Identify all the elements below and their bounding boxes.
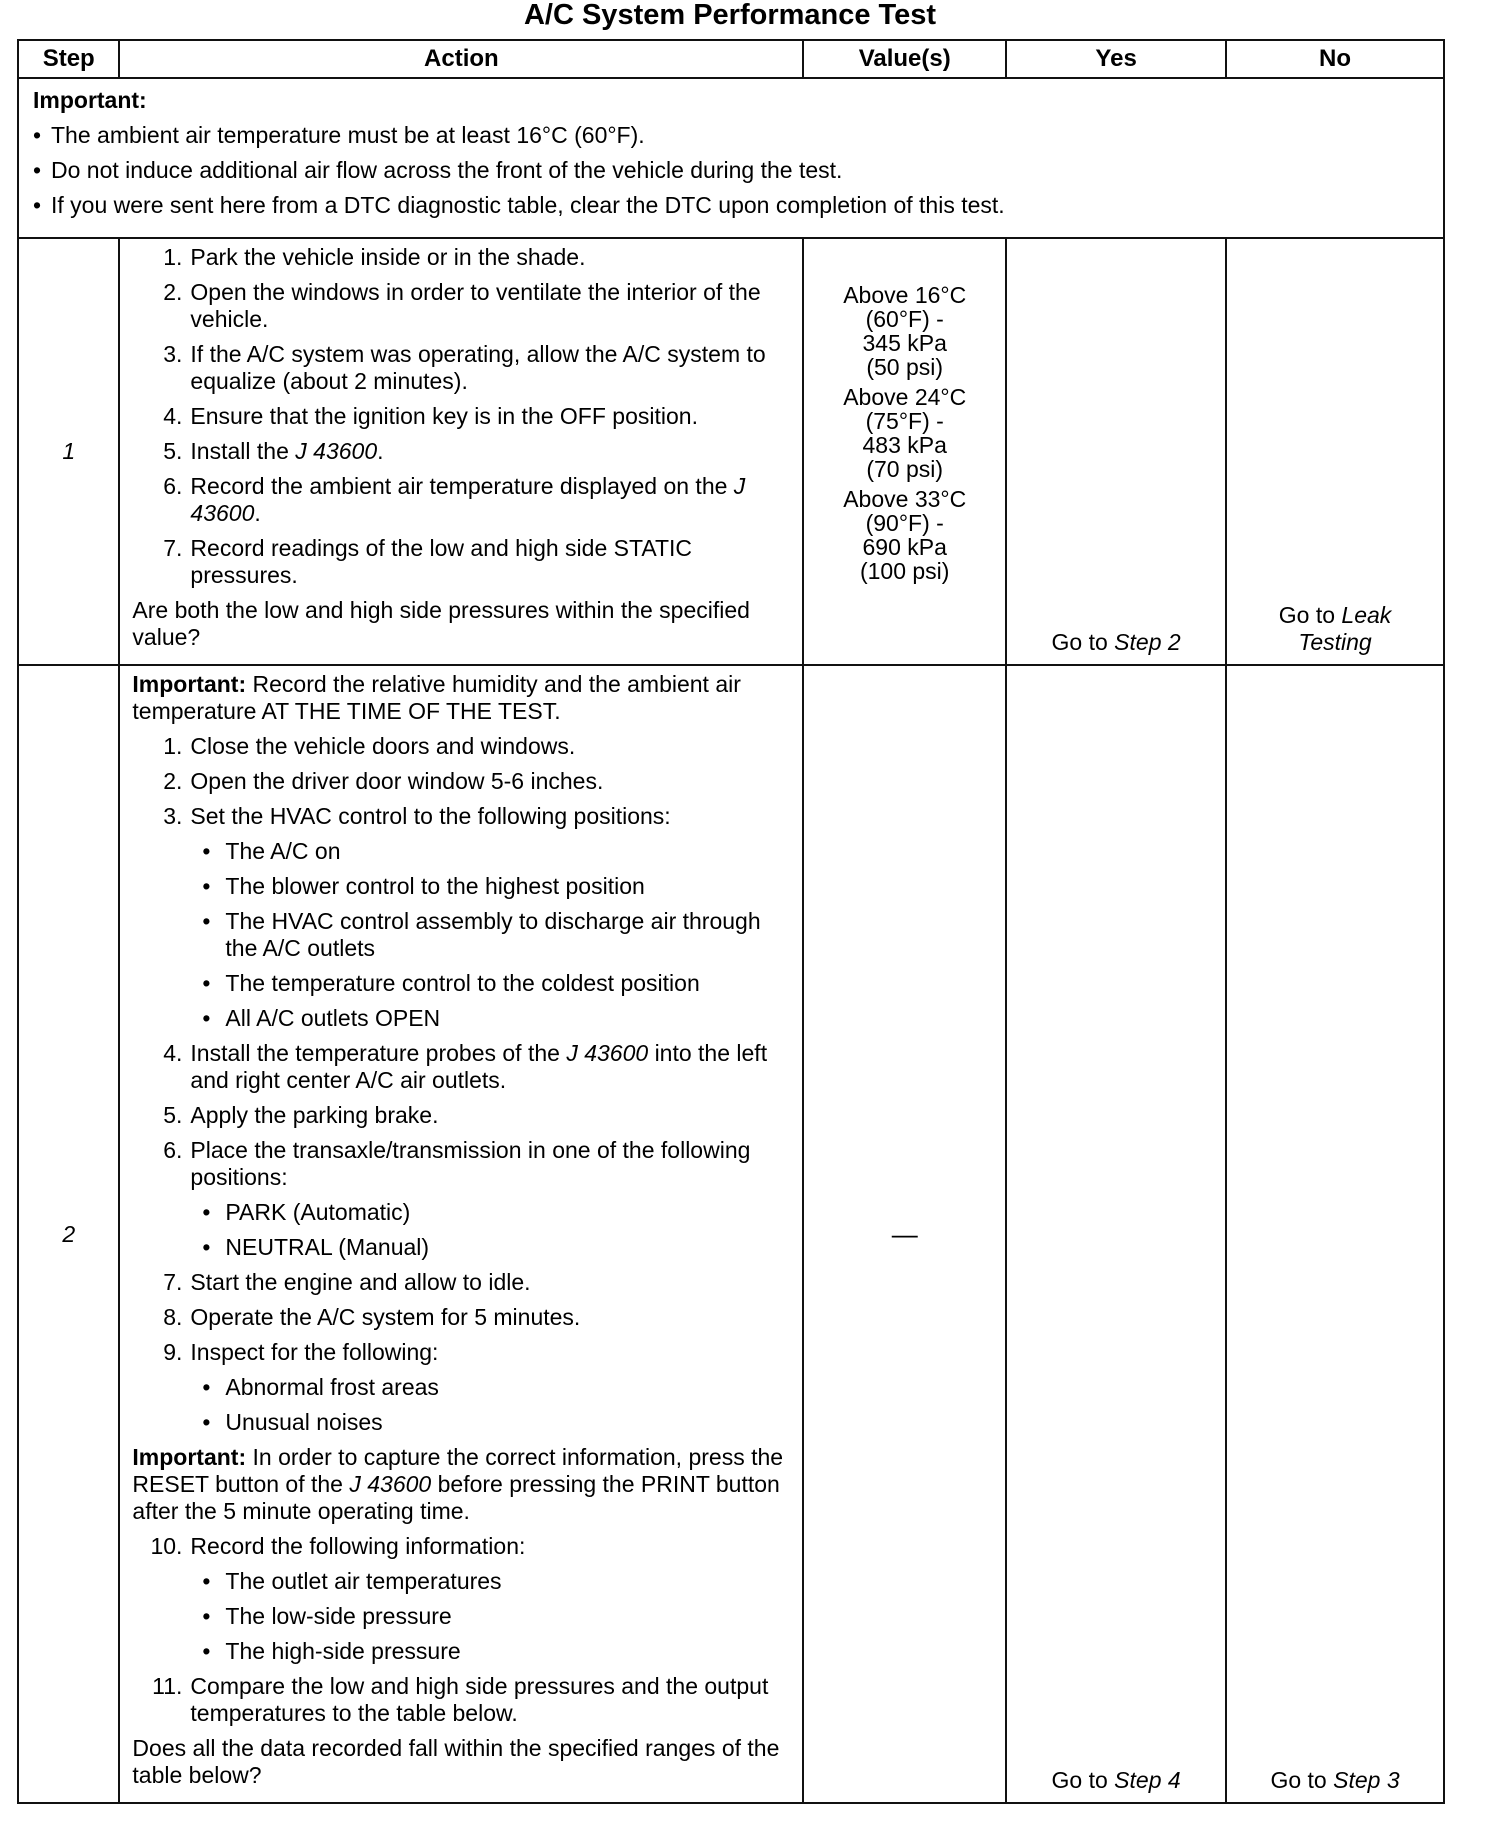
item-text: Place the transaxle/transmission in one of the following positions:: [190, 1137, 751, 1190]
item-text: Park the vehicle inside or in the shade.: [190, 244, 586, 270]
list-item: 2. Open the windows in order to ventilate the interior of the vehicle.: [163, 279, 761, 332]
step-2-row: [18, 665, 1444, 1803]
item-text: Inspect for the following:: [190, 1339, 439, 1365]
list-item: 2. Open the driver door window 5-6 inches.: [163, 768, 604, 794]
sub-item: • The HVAC control assembly to discharge air through the A/C outlets: [190, 908, 792, 962]
value-line: 483 kPa: [862, 432, 947, 458]
step-1-action: [119, 238, 803, 665]
list-item: 3. If the A/C system was operating, allow the A/C system to equalize (about 2 minutes).: [163, 341, 766, 394]
item-text: Ensure that the ignition key is in the OFF position.: [190, 403, 698, 429]
important-bullet: • Do not induce additional air flow across the front of the vehicle during the test.: [51, 153, 1433, 188]
important-note: [18, 78, 1444, 238]
sub-item: • Abnormal frost areas: [190, 1374, 792, 1401]
step-1-yes: [1006, 238, 1226, 665]
item-text: Open the driver door window 5-6 inches.: [190, 768, 604, 794]
important-bullet: • The ambient air temperature must be at least 16°C (60°F).: [51, 118, 1433, 153]
sub-item: • All A/C outlets OPEN: [190, 1005, 792, 1032]
list-item: 7. Start the engine and allow to idle.: [163, 1269, 531, 1295]
item-text: Close the vehicle doors and windows.: [190, 733, 576, 759]
step-important-note: [132, 1444, 792, 1525]
list-item: 6. Place the transaxle/transmission in one of the following positions: • PARK (Automatic) • NEUTRAL (Manual): [132, 1137, 792, 1261]
sub-item: • The A/C on: [190, 838, 792, 865]
list-item: 6. Record the ambient air temperature displayed on the J 43600.: [163, 473, 746, 526]
value-line: (100 psi): [859, 558, 950, 584]
step-2-yes: [1006, 665, 1226, 1803]
step-question: Does all the data recorded fall within the specified ranges of the table below?: [132, 1735, 780, 1788]
list-item: 7. Record readings of the low and high side STATIC pressures.: [163, 535, 692, 588]
item-text: Install the: [190, 438, 289, 464]
item-text: into the left and right center A/C air outlets.: [190, 1040, 768, 1093]
value-line: Above 16°C: [843, 282, 967, 308]
item-text: Install the temperature probes of the: [190, 1040, 560, 1066]
item-text: If the A/C system was operating, allow the A/C system to equalize (about 2 minutes).: [190, 341, 766, 394]
step-1-no: [1226, 238, 1444, 665]
list-item: 10. Record the following information: • The outlet air temperatures • The low-side pressure • The high-side pressure: [132, 1533, 792, 1665]
list-item: 4. Install the temperature probes of the J 43600 into the left and right center A/C air outlets.: [163, 1040, 768, 1093]
tool-reference: J 43600: [349, 1471, 432, 1497]
sub-item: • The low-side pressure: [190, 1603, 792, 1630]
step-2-action: [119, 665, 803, 1803]
performance-test-table: [17, 39, 1445, 1804]
sub-item: • NEUTRAL (Manual): [190, 1234, 792, 1261]
header-yes: Yes: [1006, 40, 1226, 78]
important-label: Important:: [132, 1444, 247, 1470]
item-text: Operate the A/C system for 5 minutes.: [190, 1304, 581, 1330]
tool-reference: J 43600: [190, 473, 746, 526]
goto-leak-testing-link[interactable]: Testing: [1298, 629, 1372, 655]
important-label: Important:: [132, 671, 247, 697]
sub-item: • The high-side pressure: [190, 1638, 792, 1665]
item-text: Start the engine and allow to idle.: [190, 1269, 531, 1295]
value-line: Above 24°C: [843, 384, 967, 410]
page-title: A/C System Performance Test: [523, 0, 937, 31]
list-item: 1. Close the vehicle doors and windows.: [163, 733, 576, 759]
goto-step-link[interactable]: Step 4: [1114, 1767, 1181, 1793]
list-item: 1. Park the vehicle inside or in the shade.: [163, 244, 586, 270]
value-range: [804, 283, 1005, 379]
list-item: 8. Operate the A/C system for 5 minutes.: [163, 1304, 581, 1330]
list-item: 5. Apply the parking brake.: [163, 1102, 439, 1128]
item-text: Apply the parking brake.: [190, 1102, 439, 1128]
sub-item: • Unusual noises: [190, 1409, 792, 1436]
list-item: 9. Inspect for the following: • Abnormal frost areas • Unusual noises: [132, 1339, 792, 1436]
step-1-row: [18, 238, 1444, 665]
value-range: [804, 487, 1005, 583]
tool-reference: J 43600: [566, 1040, 649, 1066]
important-row: [18, 78, 1444, 238]
list-item: 3. Set the HVAC control to the following positions: • The A/C on • The blower control to the highest position • The HVAC control assembly to discharge air through the A/C outlets • The temperature control to the coldest position • All A/C outlets OPEN: [132, 803, 792, 1032]
value-line: 690 kPa: [862, 534, 947, 560]
sub-item: • The outlet air temperatures: [190, 1568, 792, 1595]
step-important-note: [132, 671, 792, 725]
item-text: Record the following information:: [190, 1533, 526, 1559]
goto-step-link[interactable]: Step 3: [1333, 1767, 1400, 1793]
step-2-no: [1226, 665, 1444, 1803]
header-row: [18, 40, 1444, 78]
sub-item: • The temperature control to the coldest position: [190, 970, 792, 997]
tool-reference: J 43600: [295, 438, 378, 464]
list-item: 5. Install the J 43600.: [163, 438, 384, 464]
value-line: Above 33°C: [843, 486, 967, 512]
important-text: Record the relative humidity and the ambient air temperature AT THE TIME OF THE TEST.: [132, 671, 741, 724]
value-line: (70 psi): [866, 456, 944, 482]
item-text: Record the ambient air temperature displayed on the: [190, 473, 728, 499]
step-number: 2: [18, 665, 119, 1803]
item-text: Record readings of the low and high side STATIC pressures.: [190, 535, 692, 588]
goto-leak-testing-link[interactable]: Leak: [1341, 602, 1392, 628]
value-range: [804, 385, 1005, 481]
header-no: No: [1226, 40, 1444, 78]
goto-prefix: Go to: [1278, 602, 1336, 628]
list-item: 4. Ensure that the ignition key is in the OFF position.: [163, 403, 698, 429]
step-number: 1: [18, 238, 119, 665]
important-text: before pressing the PRINT button after the 5 minute operating time.: [132, 1471, 780, 1524]
goto-prefix: Go to: [1051, 629, 1108, 655]
header-values: Value(s): [803, 40, 1006, 78]
goto-prefix: Go to: [1051, 1767, 1108, 1793]
header-step: Step: [18, 40, 119, 78]
step-question: Are both the low and high side pressures within the specified value?: [132, 597, 750, 650]
step-1-values: [803, 238, 1006, 665]
header-action: Action: [119, 40, 803, 78]
sub-item: • The blower control to the highest position: [190, 873, 792, 900]
goto-step-link[interactable]: Step 2: [1114, 629, 1181, 655]
goto-prefix: Go to: [1270, 1767, 1327, 1793]
value-line: (50 psi): [866, 354, 944, 380]
important-label: Important:: [33, 87, 147, 113]
value-line: (75°F) -: [865, 408, 944, 434]
value-line: (90°F) -: [865, 510, 944, 536]
important-text: In order to capture the correct information, press the RESET button of the: [132, 1444, 784, 1497]
step-2-value: —: [803, 665, 1006, 1803]
list-item: 11. Compare the low and high side pressures and the output temperatures to the table below.: [152, 1673, 769, 1726]
sub-item: • PARK (Automatic): [190, 1199, 792, 1226]
item-text: Compare the low and high side pressures and the output temperatures to the table below.: [190, 1673, 769, 1726]
value-line: (60°F) -: [865, 306, 944, 332]
item-text: Set the HVAC control to the following positions:: [190, 803, 671, 829]
item-text: Open the windows in order to ventilate the interior of the vehicle.: [190, 279, 761, 332]
value-line: 345 kPa: [862, 330, 947, 356]
important-bullet: • If you were sent here from a DTC diagnostic table, clear the DTC upon completion of this test.: [51, 188, 1433, 223]
